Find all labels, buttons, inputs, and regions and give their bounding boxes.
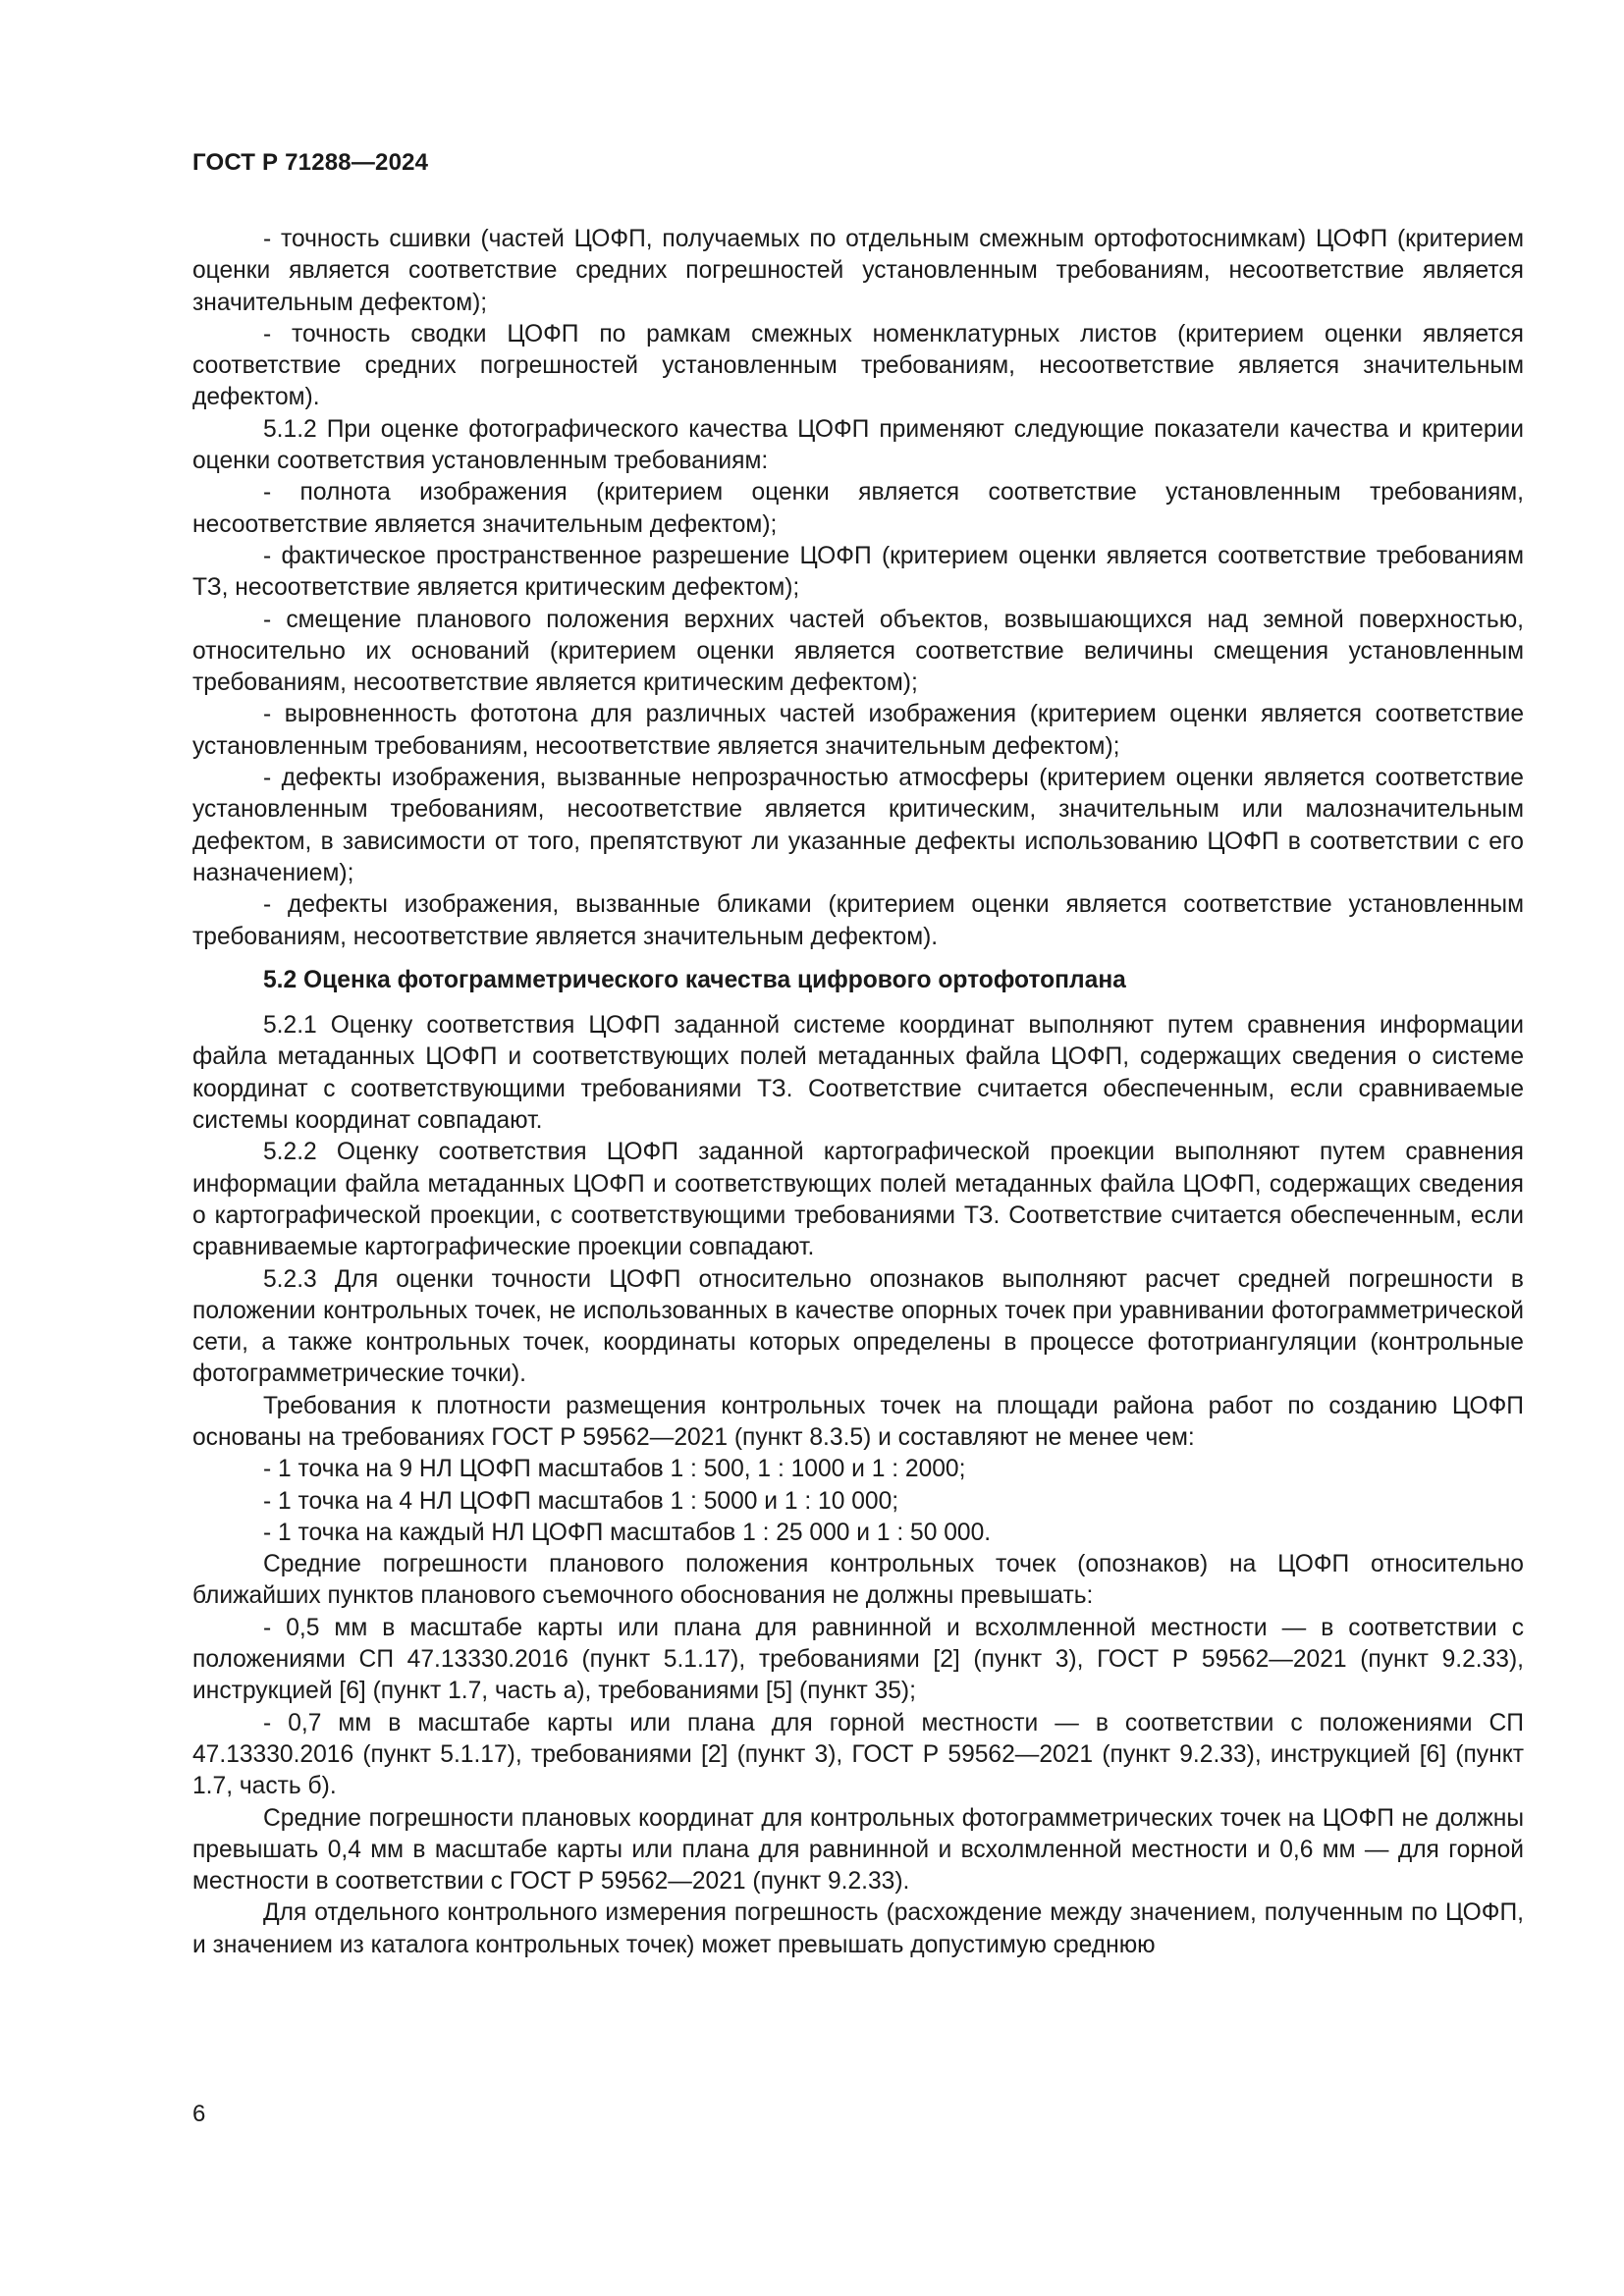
paragraph: 5.2.1 Оценку соответствия ЦОФП заданной системе координат выполняют путем сравнения информации файла метаданных ЦОФП и соответствующих полей метаданных файла ЦОФП, содержащих сведения о системе координат с соответствующими требованиями ТЗ. Соответствие считается обеспеченным, если сравниваемые системы координат совпадают. xyxy=(192,1012,1524,1135)
paragraph: - выровненность фототона для различных частей изображения (критерием оценки является соответствие установленным требованиям, несоответствие является значительным дефектом); xyxy=(192,701,1524,760)
list-item: - 1 точка на 9 НЛ ЦОФП масштабов 1 : 500, 1 : 1000 и 1 : 2000; xyxy=(263,1456,966,1483)
paragraph: Для отдельного контрольного измерения погрешность (расхождение между значением, полученным по ЦОФП, и значением из каталога контрольных точек) может превышать допустимую среднюю xyxy=(192,1899,1524,1958)
paragraph: 5.2.3 Для оценки точности ЦОФП относительно опознаков выполняют расчет средней погрешности в положении контрольных точек, не использованных в качестве опорных точек при уравнивании фотограмметрической сети, а также контрольных точек, координаты которых определены в процессе фототриангуляции (контрольные фотограмметрические точки). xyxy=(192,1265,1524,1388)
paragraph: - смещение планового положения верхних частей объектов, возвышающихся над земной поверхностью, относительно их оснований (критерием оценки является соответствие величины смещения установленным требованиям, несоответствие является критическим дефектом); xyxy=(192,606,1524,697)
paragraph: - точность сводки ЦОФП по рамкам смежных номенклатурных листов (критерием оценки является соответствие средних погрешностей установленным требованиям, несоответствие является значительным дефектом). xyxy=(192,320,1524,411)
document-body xyxy=(192,224,1524,1961)
section-heading: 5.2 Оценка фотограмметрического качества цифрового ортофотоплана xyxy=(263,966,1126,993)
paragraph: - фактическое пространственное разрешение ЦОФП (критерием оценки является соответствие требованиям ТЗ, несоответствие является критическим дефектом); xyxy=(192,542,1524,602)
paragraph: 5.1.2 При оценке фотографического качества ЦОФП применяют следующие показатели качества и критерии оценки соответствия установленным требованиям: xyxy=(192,415,1524,475)
list-item: - 1 точка на 4 НЛ ЦОФП масштабов 1 : 5000 и 1 : 10 000; xyxy=(263,1487,899,1515)
page-number: 6 xyxy=(192,2101,206,2127)
paragraph: - дефекты изображения, вызванные непрозрачностью атмосферы (критерием оценки является соответствие установленным требованиям, несоответствие является критическим, значительным или малозначительным дефектом, в зависимости от того, препятствуют ли указанные дефекты использованию ЦОФП в соответствии с его назначением); xyxy=(192,765,1524,886)
paragraph: Средние погрешности планового положения контрольных точек (опознаков) на ЦОФП относительно ближайших пунктов планового съемочного обоснования не должны превышать: xyxy=(192,1551,1524,1610)
list-item: - 1 точка на каждый НЛ ЦОФП масштабов 1 : 25 000 и 1 : 50 000. xyxy=(263,1519,992,1546)
paragraph: - 0,5 мм в масштабе карты или плана для равнинной и всхолмленной местности — в соответствии с положениями СП 47.13330.2016 (пункт 5.1.17), требованиями [2] (пункт 3), ГОСТ Р 59562—2021 (пункт 9.2.33), инструкцией [6] (пункт 1.7, часть а), требованиями [5] (пункт 35); xyxy=(192,1614,1524,1705)
paragraph: 5.2.2 Оценку соответствия ЦОФП заданной картографической проекции выполняют путем сравнения информации файла метаданных ЦОФП и соответствующих полей метаданных файла ЦОФП, содержащих сведения о картографической проекции, с соответствующими требованиями ТЗ. Соответствие считается обеспеченным, если сравниваемые картографические проекции совпадают. xyxy=(192,1139,1524,1261)
paragraph: - 0,7 мм в масштабе карты или плана для горной местности — в соответствии с положениями СП 47.13330.2016 (пункт 5.1.17), требованиями [2] (пункт 3), ГОСТ Р 59562—2021 (пункт 9.2.33), инструкцией [6] (пункт 1.7, часть б). xyxy=(192,1709,1524,1800)
paragraph: - точность сшивки (частей ЦОФП, получаемых по отдельным смежным ортофотоснимкам) ЦОФП (критерием оценки является соответствие средних погрешностей установленным требованиям, несоответствие является значительным дефектом); xyxy=(192,226,1524,316)
paragraph: - полнота изображения (критерием оценки является соответствие установленным требованиям, несоответствие является значительным дефектом); xyxy=(192,479,1524,538)
document-header: ГОСТ Р 71288—2024 xyxy=(192,149,429,176)
paragraph: Средние погрешности плановых координат для контрольных фотограмметрических точек на ЦОФП не должны превышать 0,4 мм в масштабе карты или плана для равнинной и всхолмленной местности и 0,6 мм — для горной местности в соответствии с ГОСТ Р 59562—2021 (пункт 9.2.33). xyxy=(192,1804,1524,1896)
paragraph: Требования к плотности размещения контрольных точек на площади района работ по созданию ЦОФП основаны на требованиях ГОСТ Р 59562—2021 (пункт 8.3.5) и составляют не менее чем: xyxy=(192,1392,1524,1451)
paragraph: - дефекты изображения, вызванные бликами (критерием оценки является соответствие установленным требованиям, несоответствие является значительным дефектом). xyxy=(192,891,1524,950)
